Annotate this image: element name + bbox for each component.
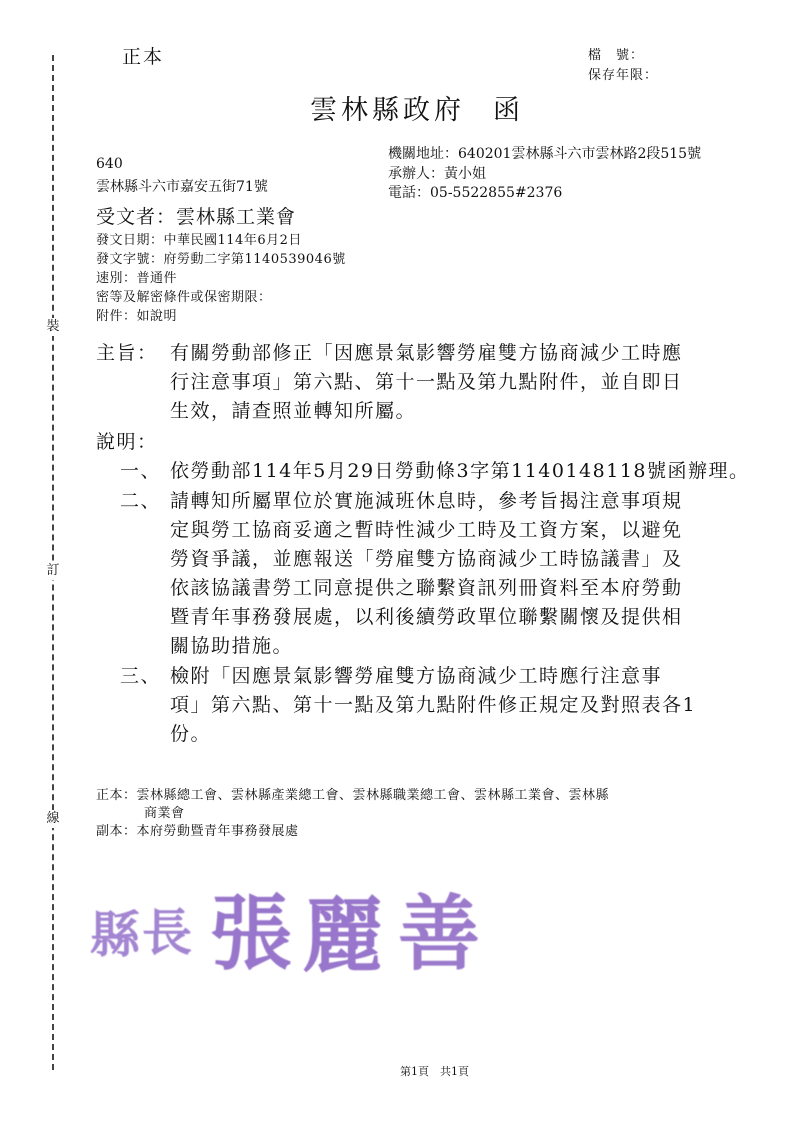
item-line: 勞資爭議，並應報送「勞雇雙方協商減少工時協議書」及 — [170, 548, 683, 570]
item-number: 三、 — [120, 665, 162, 687]
org-phone: 電話：05-5522855#2376 — [388, 185, 563, 201]
postal-code: 640 — [96, 156, 123, 172]
original-recipients-cont: 商業會 — [144, 806, 185, 821]
subject-line: 行注意事項」第六點、第十一點及第九點附件，並自即日 — [170, 371, 683, 393]
attachment: 附件：如說明 — [96, 309, 178, 324]
binding-mark-zhuang: 裝 — [46, 319, 60, 334]
explanation-label: 說明： — [96, 431, 158, 453]
org-contact: 承辦人：黃小姐 — [388, 166, 486, 182]
binding-mark-ding: 訂 — [46, 563, 60, 578]
signature-stamp — [80, 880, 500, 980]
document-title — [310, 88, 524, 127]
security-level: 密等及解密條件或保密期限： — [96, 290, 272, 305]
item-line: 份。 — [170, 723, 212, 745]
svg-text:麗: 麗 — [302, 888, 385, 980]
item-line: 請轉知所屬單位於實施減班休息時，參考旨揭注意事項規 — [170, 490, 683, 512]
subject-line: 有關勞動部修正「因應景氣影響勞雇雙方協商減少工時應 — [170, 342, 683, 364]
item-line: 定與勞工協商妥適之暫時性減少工時及工資方案，以避免 — [170, 519, 683, 541]
page-indicator: 第1頁 共1頁 — [400, 1065, 469, 1078]
item-number: 一、 — [120, 460, 162, 482]
item-number: 二、 — [120, 490, 162, 512]
item-line: 關協助措施。 — [170, 635, 294, 657]
item-line: 項」第六點、第十一點及第九點附件修正規定及對照表各1 — [170, 694, 697, 716]
delivery-speed: 速別：普通件 — [96, 271, 178, 286]
binding-mark-xian: 線 — [46, 811, 60, 826]
item-line: 依該協議書勞工同意提供之聯繫資訊列冊資料至本府勞動 — [170, 577, 683, 599]
recipient-address: 雲林縣斗六市嘉安五街71號 — [96, 179, 268, 195]
copy-label: 正本 — [122, 46, 165, 68]
recipient: 受文者：雲林縣工業會 — [96, 206, 297, 228]
svg-text:縣: 縣 — [90, 905, 140, 964]
issue-date: 發文日期：中華民國114年6月2日 — [96, 233, 302, 248]
subject-line: 生效，請查照並轉知所屬。 — [170, 400, 417, 422]
subject-label: 主旨： — [96, 342, 158, 364]
title-org: 雲林縣政府 — [310, 95, 465, 126]
file-number-label: 檔 號： — [588, 48, 645, 63]
svg-text:張: 張 — [210, 886, 293, 980]
item-line: 依勞動部114年5月29日勞動條3字第1140148118號函辦理。 — [170, 460, 750, 482]
retention-label: 保存年限： — [588, 68, 659, 83]
org-address: 機關地址：640201雲林縣斗六市雲林路2段515號 — [388, 146, 702, 162]
svg-text:長: 長 — [142, 903, 192, 962]
item-line: 暨青年事務發展處，以利後續勞政單位聯繫關懷及提供相 — [170, 606, 683, 628]
item-line: 檢附「因應景氣影響勞雇雙方協商減少工時應行注意事 — [170, 665, 663, 687]
svg-text:善: 善 — [398, 886, 481, 980]
document-number: 發文字號：府勞動二字第1140539046號 — [96, 252, 346, 267]
title-doc-type: 函 — [493, 95, 524, 126]
copy-recipients: 副本：本府勞動暨青年事務發展處 — [96, 824, 299, 839]
original-recipients: 正本：雲林縣總工會、雲林縣產業總工會、雲林縣職業總工會、雲林縣工業會、雲林縣 — [96, 788, 610, 803]
